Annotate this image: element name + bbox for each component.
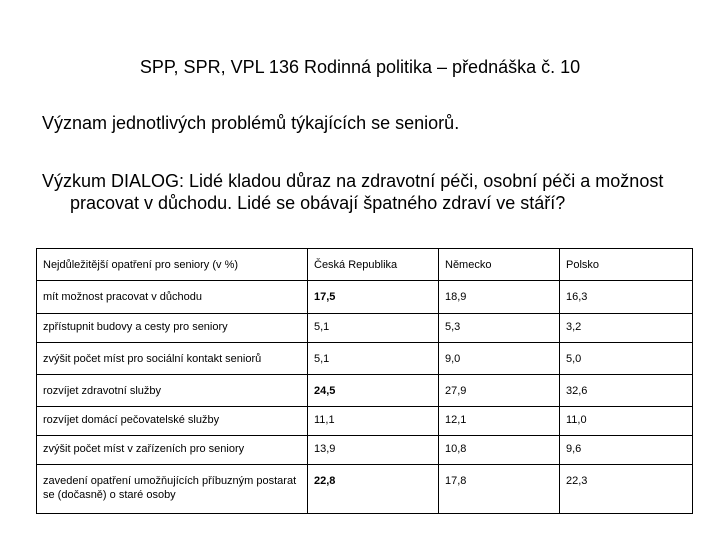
- row-label: zavedení opatření umožňujících příbuzným postarat se (dočasně) o staré osoby: [37, 465, 308, 514]
- cell-czech: 5,1: [308, 313, 439, 342]
- row-label: rozvíjet domácí pečovatelské služby: [37, 407, 308, 436]
- cell-germany: 5,3: [439, 313, 560, 342]
- cell-czech: 17,5: [308, 281, 439, 313]
- paragraph-significance: Význam jednotlivých problémů týkajících se seniorů.: [42, 113, 460, 133]
- cell-poland: 5,0: [560, 342, 693, 374]
- table-row: [37, 342, 693, 374]
- table-row: [37, 436, 693, 465]
- cell-czech: 13,9: [308, 436, 439, 465]
- row-label: mít možnost pracovat v důchodu: [37, 281, 308, 313]
- cell-czech: 24,5: [308, 375, 439, 407]
- cell-germany: 27,9: [439, 375, 560, 407]
- cell-germany: 9,0: [439, 342, 560, 374]
- table-row: [37, 407, 693, 436]
- table-header-row: [37, 249, 693, 281]
- cell-poland: 16,3: [560, 281, 693, 313]
- cell-poland: 9,6: [560, 436, 693, 465]
- cell-czech: 22,8: [308, 465, 439, 514]
- table-row: [37, 465, 693, 514]
- header-poland: Polsko: [560, 249, 693, 281]
- table-row: [37, 281, 693, 313]
- senior-measures-table: [36, 248, 693, 514]
- row-label: zvýšit počet míst pro sociální kontakt seniorů: [37, 342, 308, 374]
- header-germany: Německo: [439, 249, 560, 281]
- cell-poland: 11,0: [560, 407, 693, 436]
- cell-germany: 17,8: [439, 465, 560, 514]
- cell-poland: 3,2: [560, 313, 693, 342]
- table-row: [37, 375, 693, 407]
- slide-title: SPP, SPR, VPL 136 Rodinná politika – přednáška č. 10: [139, 57, 581, 77]
- cell-czech: 11,1: [308, 407, 439, 436]
- cell-germany: 12,1: [439, 407, 560, 436]
- paragraph-dialog-research: Výzkum DIALOG: Lidé kladou důraz na zdravotní péči, osobní péči a možnost pracovat v důchodu. Lidé se obávají špatného zdraví ve stáří?: [42, 171, 664, 213]
- cell-poland: 22,3: [560, 465, 693, 514]
- row-label: zvýšit počet míst v zařízeních pro seniory: [37, 436, 308, 465]
- cell-poland: 32,6: [560, 375, 693, 407]
- cell-germany: 18,9: [439, 281, 560, 313]
- cell-germany: 10,8: [439, 436, 560, 465]
- cell-czech: 5,1: [308, 342, 439, 374]
- table-row: [37, 313, 693, 342]
- row-label: rozvíjet zdravotní služby: [37, 375, 308, 407]
- header-czech-republic: Česká Republika: [308, 249, 439, 281]
- header-measure: Nejdůležitější opatření pro seniory (v %): [37, 249, 308, 281]
- row-label: zpřístupnit budovy a cesty pro seniory: [37, 313, 308, 342]
